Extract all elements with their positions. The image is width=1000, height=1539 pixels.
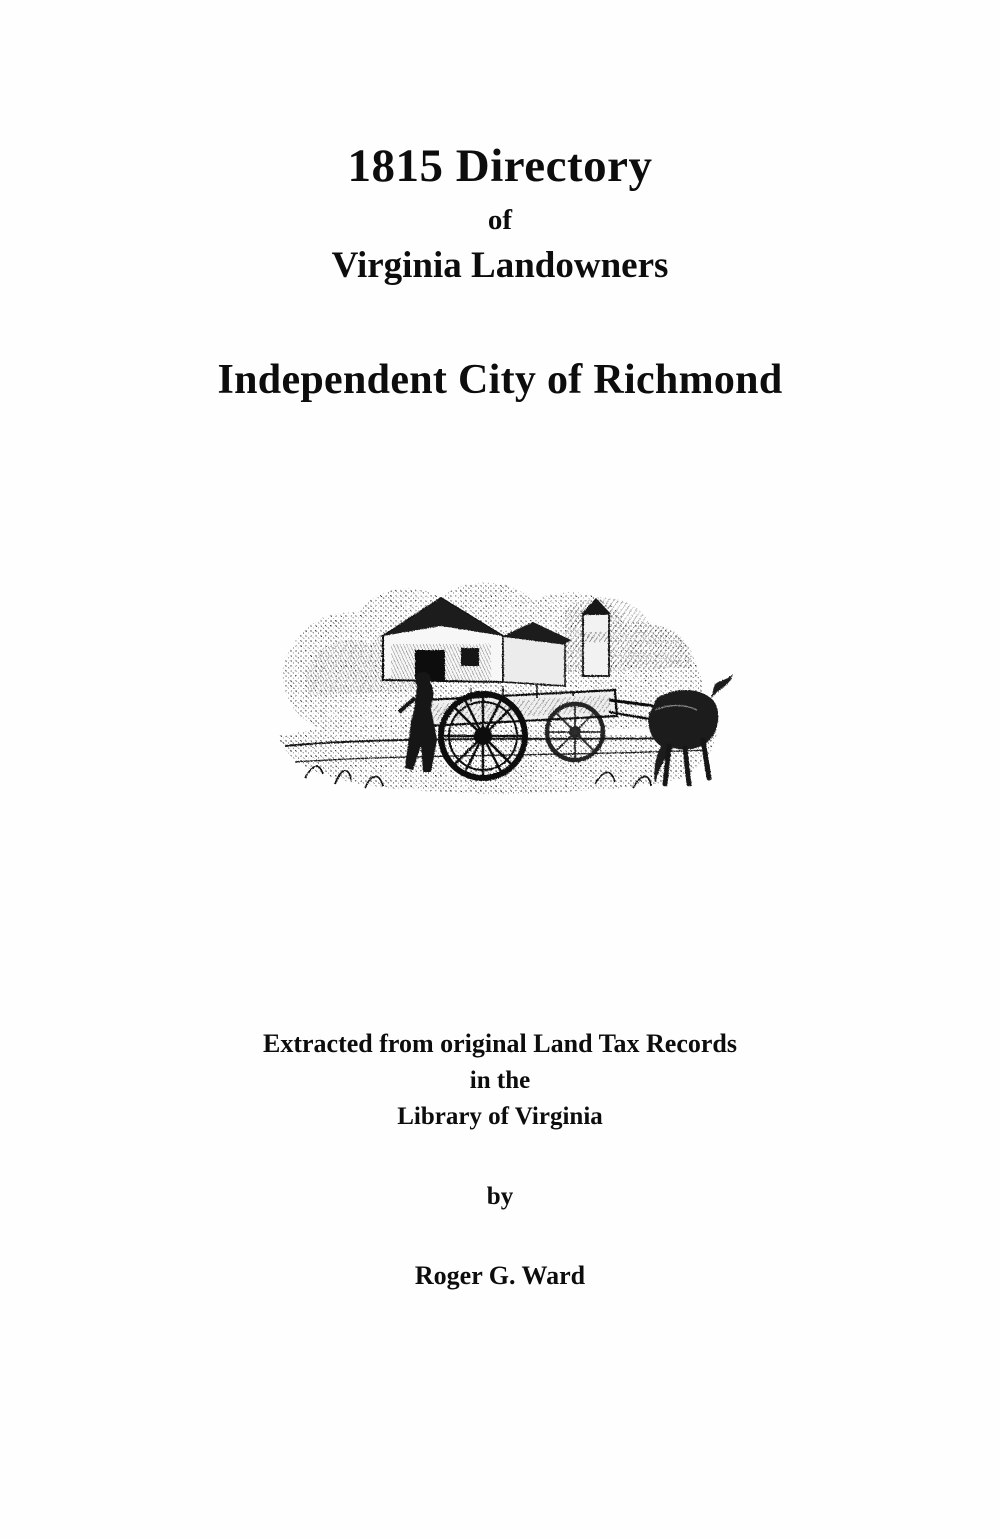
credit-block (0, 1025, 1000, 1291)
page-title: 1815 Directory (347, 140, 653, 192)
title-block (0, 140, 1000, 405)
cart-engraving-illustration (265, 540, 735, 815)
source-connector: in the (469, 1066, 531, 1094)
title-locality: Independent City of Richmond (217, 356, 783, 403)
author-name: Roger G. Ward (414, 1261, 586, 1291)
repository-line: Library of Virginia (397, 1102, 603, 1130)
by-label: by (486, 1183, 514, 1211)
title-subtitle: Virginia Landowners (331, 245, 669, 287)
title-connector: of (487, 203, 513, 236)
source-line: Extracted from original Land Tax Records (262, 1029, 738, 1058)
